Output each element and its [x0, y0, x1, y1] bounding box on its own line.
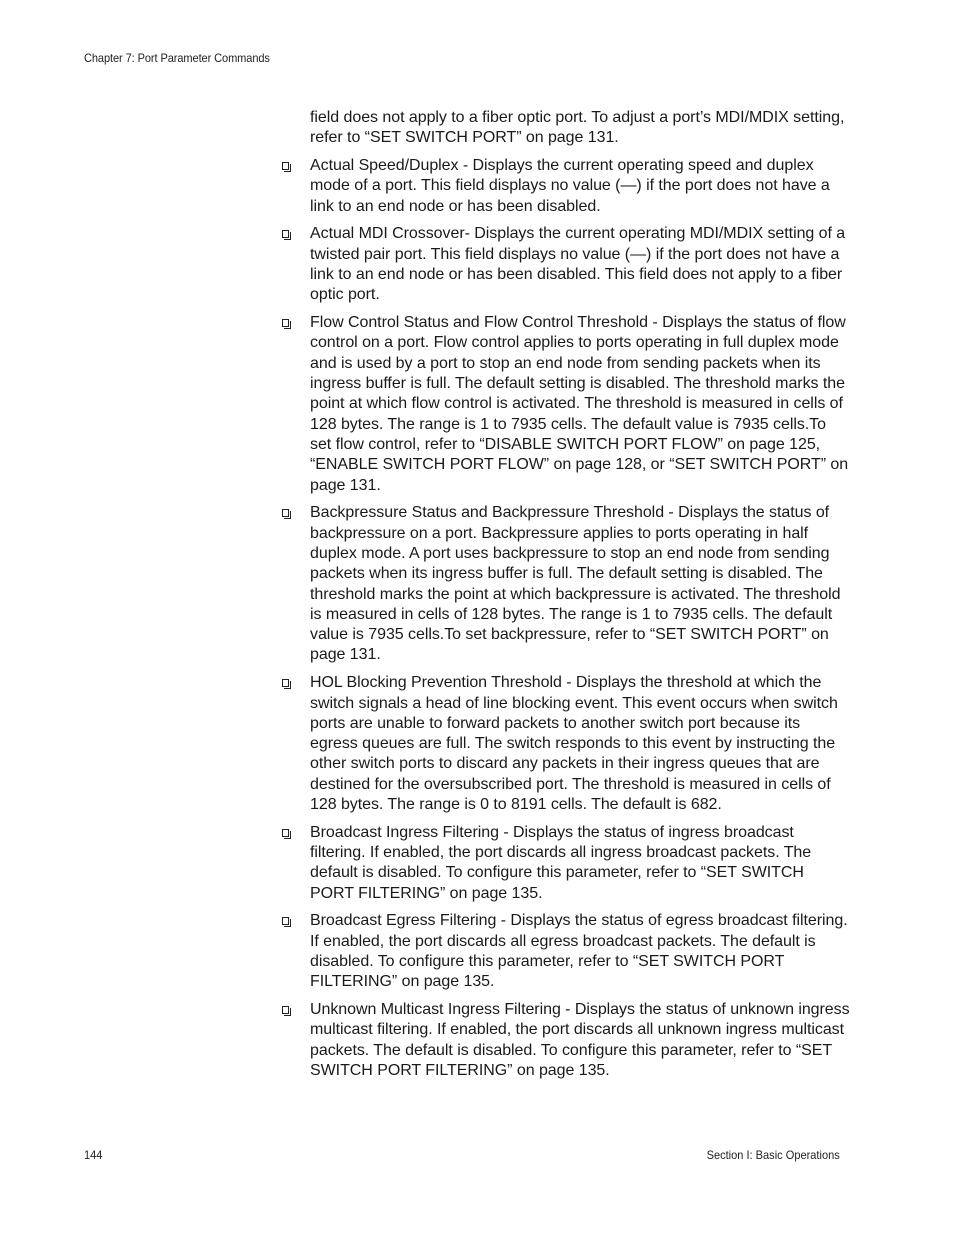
checkbox-bullet-icon [282, 679, 289, 687]
checkbox-bullet-icon [282, 319, 289, 327]
intro-paragraph: field does not apply to a fiber optic port. To adjust a port’s MDI/MDIX setting, refer to “SET SWITCH PORT” on page 131. [310, 109, 845, 147]
list-item-text: Broadcast Ingress Filtering - Displays the status of ingress broadcast filtering. If enabled, the port discards all ingress broadcast packets. The default is disabled. To configure this parameter, refer to “SET SWITCH PORT FILTERING” on page 135. [310, 823, 812, 902]
list-item-text: HOL Blocking Prevention Threshold - Displays the threshold at which the switch signals a head of line blocking event. This event occurs when switch ports are unable to forward packets to another switch port because its egress queues are full. The switch responds to this event by instructing the other switch ports to discard any packets in their ingress queues that are destined for the oversubscribed port. The threshold is measured in cells of 128 bytes. The range is 0 to 8191 cells. The default is 682. [310, 674, 838, 813]
list-item-broadcast-ingress [310, 823, 850, 904]
checkbox-bullet-icon [282, 230, 289, 238]
checkbox-bullet-icon [282, 162, 289, 170]
list-item-text: Broadcast Egress Filtering - Displays the status of egress broadcast filtering. If enabled, the port discards all egress broadcast packets. The default is disabled. To configure this parameter, refer to “SET SWITCH PORT FILTERING” on page 135. [310, 912, 848, 991]
list-item-hol-blocking [310, 673, 850, 815]
checkbox-bullet-icon [282, 1006, 289, 1014]
list-item-backpressure [310, 503, 850, 665]
list-item-text: Actual Speed/Duplex - Displays the current operating speed and duplex mode of a port. This field displays no value (—) if the port does not have a link to an end node or has been disabled. [310, 157, 830, 215]
list-item-flow-control [310, 313, 850, 496]
checkbox-bullet-icon [282, 829, 289, 837]
page-number: 144 [84, 1148, 103, 1162]
list-item-actual-speed-duplex [310, 156, 850, 217]
chapter-header: Chapter 7: Port Parameter Commands [84, 51, 270, 65]
list-item-actual-mdi-crossover [310, 224, 850, 305]
list-item-text: Flow Control Status and Flow Control Threshold - Displays the status of flow control on a port. Flow control applies to ports operating in full duplex mode and is used by a port to stop an end node from sending packets when its ingress buffer is full. The default setting is disabled. The threshold marks the point at which flow control is activated. The threshold is measured in cells of 128 bytes. The range is 1 to 7935 cells. The default value is 7935 cells.To set flow control, refer to “DISABLE SWITCH PORT FLOW” on page 125, “ENABLE SWITCH PORT FLOW” on page 128, or “SET SWITCH PORT” on page 131. [310, 314, 849, 494]
checkbox-bullet-icon [282, 509, 289, 517]
list-item-text: Unknown Multicast Ingress Filtering - Displays the status of unknown ingress multicast filtering. If enabled, the port discards all unknown ingress multicast packets. The default is disabled. To configure this parameter, refer to “SET SWITCH PORT FILTERING” on page 135. [310, 1001, 850, 1080]
section-footer: Section I: Basic Operations [706, 1148, 840, 1162]
page-content [310, 108, 850, 1089]
list-item-text: Backpressure Status and Backpressure Threshold - Displays the status of backpressure on a port. Backpressure applies to ports operating in half duplex mode. A port uses backpressure to stop an end node from sending packets when its ingress buffer is full. The default setting is disabled. The threshold marks the point at which backpressure is activated. The threshold is measured in cells of 128 bytes. The range is 1 to 7935 cells. The default value is 7935 cells.To set backpressure, refer to “SET SWITCH PORT” on page 131. [310, 504, 841, 664]
list-item-unknown-multicast-ingress [310, 1000, 850, 1081]
checkbox-bullet-icon [282, 917, 289, 925]
list-item-text: Actual MDI Crossover- Displays the current operating MDI/MDIX setting of a twisted pair port. This field displays no value (—) if the port does not have a link to an end node or has been disabled. This field does not apply to a fiber optic port. [310, 225, 846, 304]
list-item-broadcast-egress [310, 911, 850, 992]
